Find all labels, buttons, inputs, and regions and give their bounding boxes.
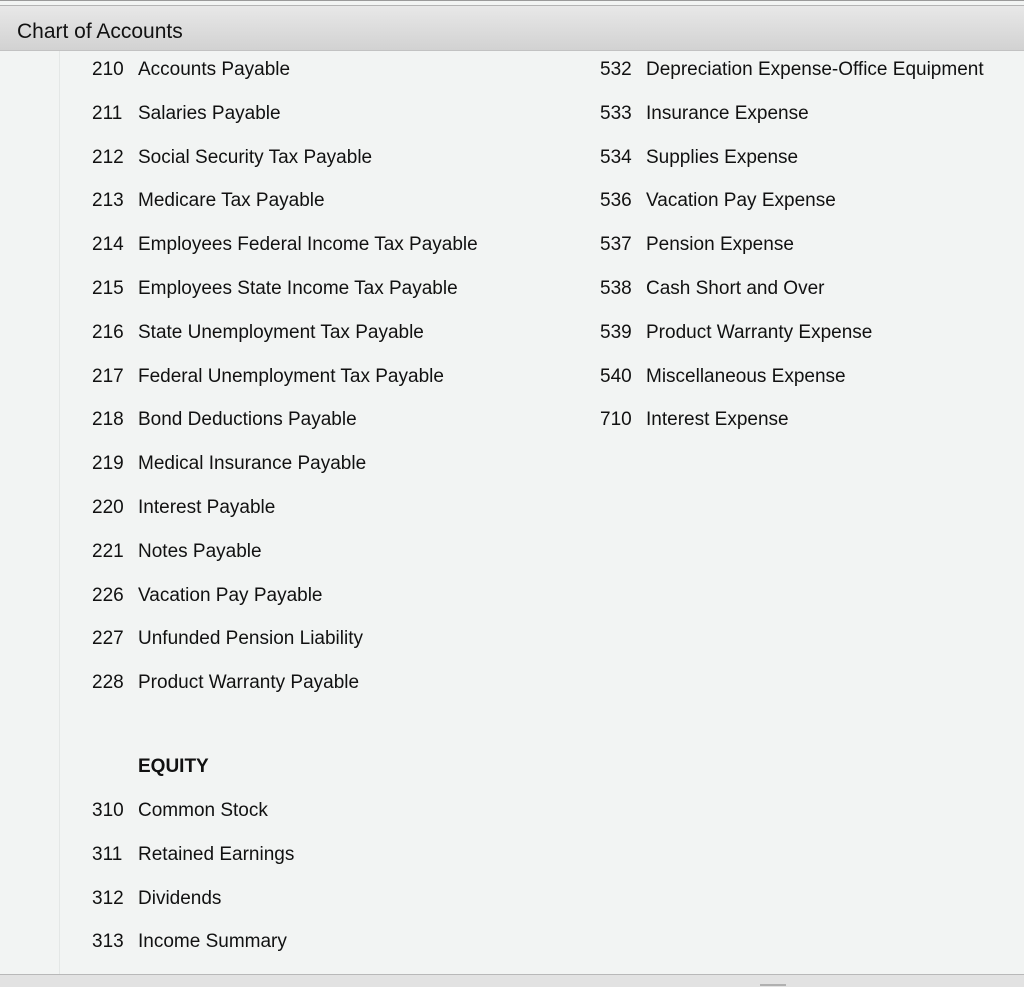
account-name: State Unemployment Tax Payable bbox=[138, 321, 424, 343]
account-number: 313 bbox=[92, 931, 124, 953]
account-number: 310 bbox=[92, 800, 124, 821]
account-number: 534 bbox=[600, 146, 632, 168]
account-row bbox=[92, 930, 294, 974]
account-row bbox=[600, 58, 984, 102]
account-row bbox=[600, 146, 984, 190]
account-name: Salaries Payable bbox=[138, 102, 281, 124]
account-name: Income Summary bbox=[138, 931, 287, 953]
account-number: 214 bbox=[92, 234, 124, 256]
account-row bbox=[92, 452, 478, 496]
account-number: 213 bbox=[92, 190, 124, 212]
account-row bbox=[92, 233, 478, 277]
account-name: Employees Federal Income Tax Payable bbox=[138, 234, 478, 256]
account-row bbox=[92, 189, 478, 233]
account-name: Unfunded Pension Liability bbox=[138, 628, 363, 650]
account-name: Notes Payable bbox=[138, 540, 262, 562]
account-number: 228 bbox=[92, 672, 124, 694]
account-number: 539 bbox=[600, 321, 632, 343]
account-number: 226 bbox=[92, 584, 124, 606]
account-row bbox=[600, 321, 984, 365]
expenses-list bbox=[600, 58, 984, 452]
account-row bbox=[92, 887, 294, 931]
bottom-bar bbox=[0, 974, 1024, 987]
account-name: Interest Expense bbox=[646, 409, 789, 431]
account-number: 220 bbox=[92, 496, 124, 518]
account-number: 536 bbox=[600, 190, 632, 212]
account-row bbox=[600, 233, 984, 277]
account-number: 219 bbox=[92, 453, 124, 475]
account-name: Dividends bbox=[138, 887, 222, 909]
account-name: Bond Deductions Payable bbox=[138, 409, 357, 431]
account-name: Pension Expense bbox=[646, 234, 794, 256]
account-row bbox=[600, 365, 984, 409]
account-row bbox=[600, 102, 984, 146]
account-number: 710 bbox=[600, 409, 632, 431]
account-number: 311 bbox=[92, 843, 123, 865]
account-number: 211 bbox=[92, 102, 123, 124]
account-name: Product Warranty Expense bbox=[646, 321, 873, 343]
account-name: Product Warranty Payable bbox=[138, 672, 360, 694]
equity-list bbox=[92, 799, 294, 974]
account-row bbox=[92, 102, 478, 146]
account-name: Interest Payable bbox=[138, 496, 276, 518]
account-number: 227 bbox=[92, 628, 124, 650]
account-row bbox=[92, 671, 478, 715]
account-name: Employees State Income Tax Payable bbox=[138, 277, 458, 299]
account-row bbox=[92, 843, 294, 887]
account-row bbox=[92, 146, 478, 190]
account-number: 216 bbox=[92, 321, 124, 343]
account-name: Medicare Tax Payable bbox=[138, 190, 325, 212]
account-number: 215 bbox=[92, 277, 124, 299]
account-name: Social Security Tax Payable bbox=[138, 146, 373, 168]
account-number: 532 bbox=[600, 59, 632, 80]
account-name: Medical Insurance Payable bbox=[138, 453, 367, 475]
account-number: 210 bbox=[92, 59, 124, 80]
account-row bbox=[600, 408, 984, 452]
account-row bbox=[92, 58, 478, 102]
account-number: 312 bbox=[92, 887, 124, 909]
account-row bbox=[92, 496, 478, 540]
account-row bbox=[92, 321, 478, 365]
account-number: 538 bbox=[600, 277, 632, 299]
account-name: Retained Earnings bbox=[138, 843, 295, 865]
account-number: 212 bbox=[92, 146, 124, 168]
account-row bbox=[92, 540, 478, 584]
account-number: 217 bbox=[92, 365, 124, 387]
account-name: Supplies Expense bbox=[646, 146, 799, 168]
account-name: Insurance Expense bbox=[646, 102, 809, 124]
account-row bbox=[92, 584, 478, 628]
account-row bbox=[600, 277, 984, 321]
account-number: 540 bbox=[600, 365, 632, 387]
window-title: Chart of Accounts bbox=[17, 20, 183, 43]
account-row bbox=[92, 799, 294, 843]
account-row bbox=[600, 189, 984, 233]
account-number: 533 bbox=[600, 102, 632, 124]
account-name: Vacation Pay Expense bbox=[646, 190, 836, 212]
account-name: Depreciation Expense-Office Equipment bbox=[646, 59, 984, 80]
account-number: 537 bbox=[600, 234, 632, 256]
left-divider bbox=[59, 51, 60, 974]
resize-grip[interactable] bbox=[760, 984, 786, 986]
liabilities-list bbox=[92, 58, 478, 715]
account-row bbox=[92, 408, 478, 452]
account-name: Cash Short and Over bbox=[646, 277, 825, 299]
equity-heading: EQUITY bbox=[138, 756, 209, 777]
account-number: 221 bbox=[92, 540, 124, 562]
account-row bbox=[92, 627, 478, 671]
title-bar[interactable] bbox=[0, 5, 1024, 51]
account-name: Accounts Payable bbox=[138, 59, 291, 80]
account-name: Miscellaneous Expense bbox=[646, 365, 846, 387]
account-row bbox=[92, 365, 478, 409]
account-name: Common Stock bbox=[138, 800, 268, 821]
account-name: Vacation Pay Payable bbox=[138, 584, 323, 606]
account-row bbox=[92, 277, 478, 321]
account-number: 218 bbox=[92, 409, 124, 431]
account-name: Federal Unemployment Tax Payable bbox=[138, 365, 444, 387]
